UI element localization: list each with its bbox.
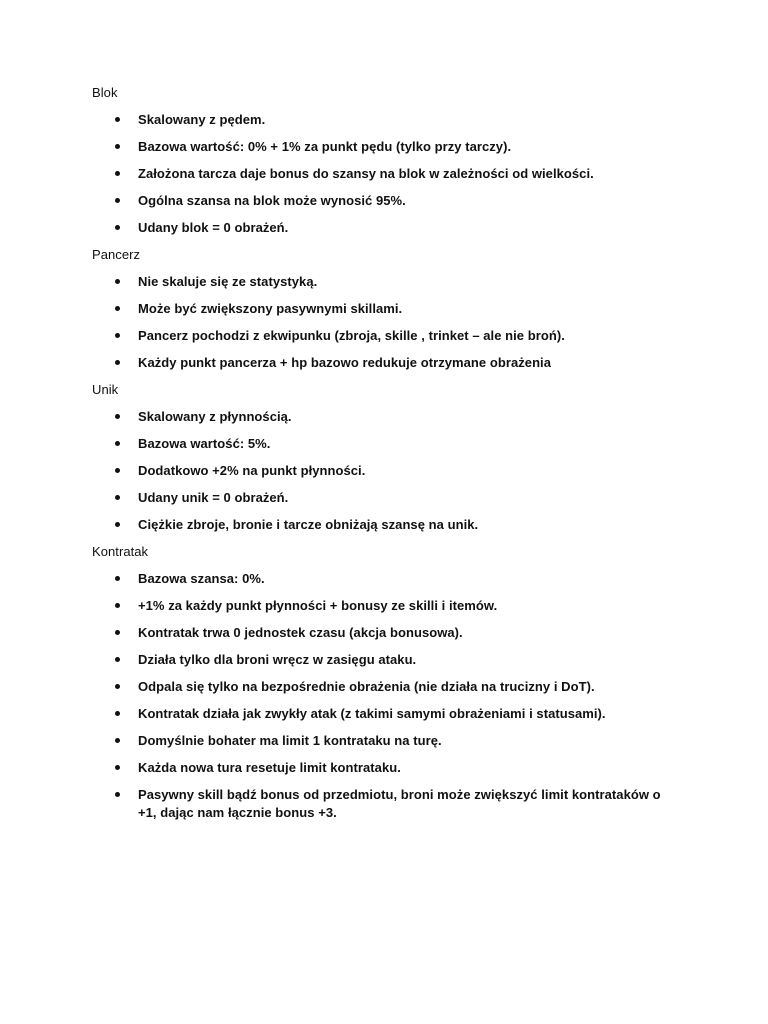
bullet-list-blok (92, 111, 682, 237)
bullet-icon (115, 225, 120, 230)
section-heading-pancerz: Pancerz (92, 247, 141, 262)
list-item-text: Kontratak działa jak zwykły atak (z takimi samymi obrażeniami i statusami). (138, 706, 606, 721)
bullet-list-pancerz (92, 273, 682, 372)
bullet-icon (115, 765, 120, 770)
list-item-text: Pancerz pochodzi z ekwipunku (zbroja, skille , trinket – ale nie broń). (138, 328, 565, 343)
bullet-icon (115, 657, 120, 662)
section-heading-blok: Blok (92, 85, 118, 100)
section-heading-kontratak: Kontratak (92, 544, 149, 559)
section-heading-unik: Unik (92, 382, 119, 397)
list-item (92, 597, 682, 615)
list-item-text: Nie skaluje się ze statystyką. (138, 274, 318, 289)
bullet-icon (115, 441, 120, 446)
list-item (92, 786, 682, 822)
bullet-icon (115, 711, 120, 716)
list-item-text: Odpala się tylko na bezpośrednie obrażenia (nie działa na trucizny i DoT). (138, 679, 595, 694)
list-item (92, 408, 682, 426)
bullet-list-unik (92, 408, 682, 534)
bullet-icon (115, 738, 120, 743)
list-item (92, 354, 682, 372)
list-item (92, 570, 682, 588)
list-item (92, 678, 682, 696)
document-content (92, 84, 682, 831)
list-item-text: Każdy punkt pancerza + hp bazowo redukuje otrzymane obrażenia (138, 355, 551, 370)
list-item-text: Pasywny skill bądź bonus od przedmiotu, broni może zwiększyć limit kontrataków o +1, dając nam łącznie bonus +3. (138, 787, 661, 820)
bullet-icon (115, 171, 120, 176)
list-item-text: Każda nowa tura resetuje limit kontrataku. (138, 760, 401, 775)
bullet-icon (115, 792, 120, 797)
list-item-text: Bazowa wartość: 0% + 1% za punkt pędu (tylko przy tarczy). (138, 139, 512, 154)
bullet-icon (115, 576, 120, 581)
bullet-icon (115, 414, 120, 419)
list-item (92, 624, 682, 642)
bullet-icon (115, 630, 120, 635)
list-item-text: Skalowany z pędem. (138, 112, 266, 127)
bullet-icon (115, 279, 120, 284)
list-item (92, 435, 682, 453)
bullet-icon (115, 117, 120, 122)
bullet-icon (115, 198, 120, 203)
list-item-text: +1% za każdy punkt płynności + bonusy ze skilli i itemów. (138, 598, 498, 613)
bullet-list-kontratak (92, 570, 682, 822)
bullet-icon (115, 495, 120, 500)
list-item (92, 705, 682, 723)
list-item-text: Bazowa wartość: 5%. (138, 436, 271, 451)
list-item-text: Bazowa szansa: 0%. (138, 571, 265, 586)
list-item (92, 111, 682, 129)
bullet-icon (115, 360, 120, 365)
bullet-icon (115, 333, 120, 338)
bullet-icon (115, 468, 120, 473)
list-item (92, 273, 682, 291)
list-item (92, 462, 682, 480)
list-item-text: Może być zwiększony pasywnymi skillami. (138, 301, 403, 316)
list-item (92, 759, 682, 777)
bullet-icon (115, 603, 120, 608)
list-item (92, 732, 682, 750)
bullet-icon (115, 144, 120, 149)
list-item (92, 300, 682, 318)
list-item (92, 165, 682, 183)
list-item-text: Ciężkie zbroje, bronie i tarcze obniżają szansę na unik. (138, 517, 479, 532)
list-item (92, 516, 682, 534)
bullet-icon (115, 306, 120, 311)
list-item-text: Dodatkowo +2% na punkt płynności. (138, 463, 366, 478)
list-item (92, 651, 682, 669)
list-item (92, 219, 682, 237)
list-item (92, 192, 682, 210)
list-item-text: Domyślnie bohater ma limit 1 kontrataku na turę. (138, 733, 442, 748)
list-item-text: Udany unik = 0 obrażeń. (138, 490, 289, 505)
list-item (92, 327, 682, 345)
list-item-text: Kontratak trwa 0 jednostek czasu (akcja bonusowa). (138, 625, 463, 640)
list-item-text: Skalowany z płynnością. (138, 409, 292, 424)
list-item-text: Ogólna szansa na blok może wynosić 95%. (138, 193, 406, 208)
bullet-icon (115, 684, 120, 689)
list-item-text: Udany blok = 0 obrażeń. (138, 220, 289, 235)
list-item (92, 138, 682, 156)
list-item (92, 489, 682, 507)
list-item-text: Działa tylko dla broni wręcz w zasięgu ataku. (138, 652, 417, 667)
list-item-text: Założona tarcza daje bonus do szansy na blok w zależności od wielkości. (138, 166, 594, 181)
bullet-icon (115, 522, 120, 527)
